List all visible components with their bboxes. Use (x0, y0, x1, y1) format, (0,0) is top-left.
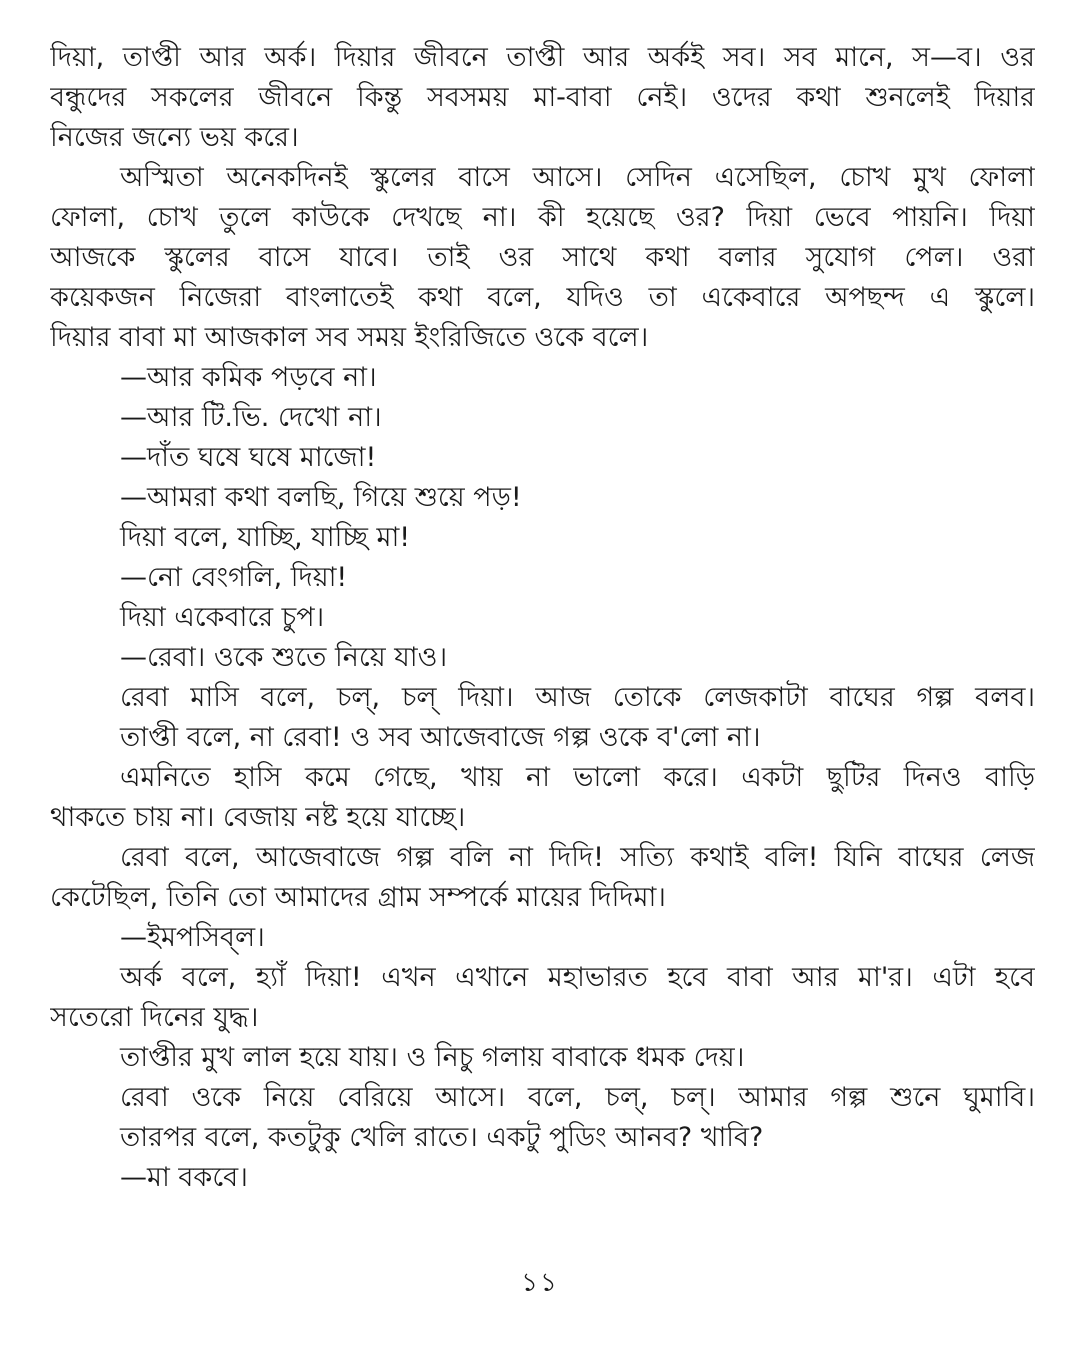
text-line: তাপ্তী বলে, না রেবা! ও সব আজেবাজে গল্প ওকে ব'লো না। (120, 722, 761, 753)
text-line: দিয়া, তাপ্তী আর অর্ক। দিয়ার জীবনে তাপ্তী আর অর্কই সব। সব মানে, স—ব। ওর (50, 42, 1035, 73)
text-line: নিজের জন্যে ভয় করে। (50, 122, 299, 153)
dialogue-line: —আর কমিক পড়বে না। (120, 362, 377, 393)
text-line: তাপ্তীর মুখ লাল হয়ে যায়। ও নিচু গলায় বাবাকে ধমক দেয়। (120, 1042, 745, 1073)
dialogue-line: —ইমপসিব্‌ল। (120, 922, 265, 953)
text-line: কেটেছিল, তিনি তো আমাদের গ্রাম সম্পর্কে মায়ের দিদিমা। (50, 882, 666, 913)
dialogue-line: —দাঁত ঘষে ঘষে মাজো! (120, 442, 377, 473)
page-number: ১১ (521, 1268, 559, 1298)
dialogue-line: —মা বকবে। (120, 1162, 248, 1193)
text-line: তারপর বলে, কতটুকু খেলি রাতে। একটু পুডিং আনব? খাবি? (120, 1122, 764, 1153)
text-line: দিয়া একেবারে চুপ। (120, 602, 325, 633)
text-line: অস্মিতা অনেকদিনই স্কুলের বাসে আসে। সেদিন এসেছিল, চোখ মুখ ফোলা (120, 162, 1035, 193)
page-text (50, 38, 1035, 1198)
text-line: আজকে স্কুলের বাসে যাবে। তাই ওর সাথে কথা বলার সুযোগ পেল। ওরা (50, 242, 1035, 273)
dialogue-line: —আমরা কথা বলছি, গিয়ে শুয়ে পড়! (120, 482, 522, 513)
text-line: অর্ক বলে, হ্যাঁ দিয়া! এখন এখানে মহাভারত হবে বাবা আর মা'র। এটা হবে (120, 962, 1035, 993)
text-line: দিয়ার বাবা মা আজকাল সব সময় ইংরিজিতে ওকে বলে। (50, 322, 649, 353)
text-line: দিয়া বলে, যাচ্ছি, যাচ্ছি মা! (120, 522, 411, 553)
dialogue-line: —নো বেংগলি, দিয়া! (120, 562, 348, 593)
text-line: থাকতে চায় না। বেজায় নষ্ট হয়ে যাচ্ছে। (50, 802, 466, 833)
text-line: কয়েকজন নিজেরা বাংলাতেই কথা বলে, যদিও তা একেবারে অপছন্দ এ স্কুলে। (50, 282, 1035, 313)
text-line: এমনিতে হাসি কমে গেছে, খায় না ভালো করে। একটা ছুটির দিনও বাড়ি (120, 762, 1035, 793)
text-line: ফোলা, চোখ তুলে কাউকে দেখছে না। কী হয়েছে ওর? দিয়া ভেবে পায়নি। দিয়া (50, 202, 1035, 233)
text-line: রেবা মাসি বলে, চল্, চল্ দিয়া। আজ তোকে লেজকাটা বাঘের গল্প বলব। (120, 682, 1035, 713)
text-line: সতেরো দিনের যুদ্ধ। (50, 1002, 259, 1033)
text-line: রেবা বলে, আজেবাজে গল্প বলি না দিদি! সত্যি কথাই বলি! যিনি বাঘের লেজ (120, 842, 1035, 873)
dialogue-line: —আর টি.ভি. দেখো না। (120, 402, 382, 433)
dialogue-line: —রেবা। ওকে শুতে নিয়ে যাও। (120, 642, 448, 673)
text-line: বন্ধুদের সকলের জীবনে কিন্তু সবসময় মা-বাবা নেই। ওদের কথা শুনলেই দিয়ার (50, 82, 1035, 113)
text-line: রেবা ওকে নিয়ে বেরিয়ে আসে। বলে, চল্, চল্। আমার গল্প শুনে ঘুমাবি। (120, 1082, 1035, 1113)
